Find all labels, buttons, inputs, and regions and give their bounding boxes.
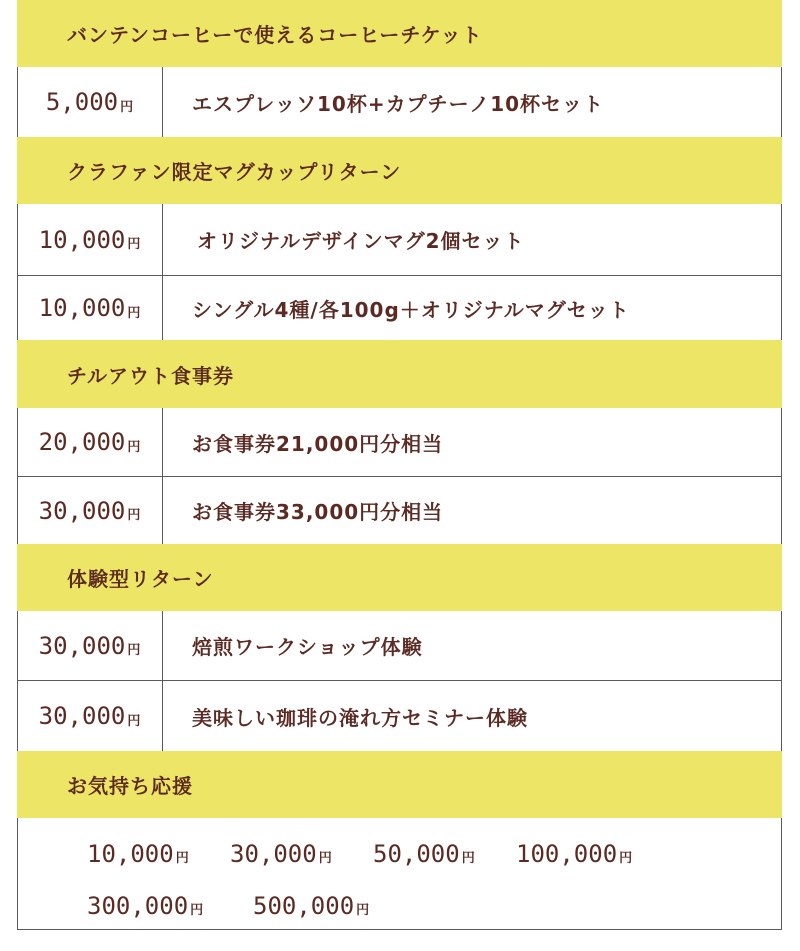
price-cell [17,408,163,476]
description-cell: オリジナルデザインマグ2個セット [197,229,525,253]
support-amount [230,840,332,868]
yen-unit: 円 [175,851,189,866]
section-title: クラファン限定マグカップリターン [67,160,402,184]
section-header-meal-voucher [17,340,782,408]
yen-unit: 円 [127,643,141,658]
description-cell: 美味しい珈琲の淹れ方セミナー体験 [192,705,528,730]
amount-value: 30,000 [230,840,317,868]
price-cell [17,477,163,544]
price-value: 30,000 [38,702,126,730]
table-row [17,204,782,276]
price-cell [17,67,163,137]
section-header-coffee-ticket [17,0,782,67]
description-cell: お食事券33,000円分相当 [192,500,444,524]
support-amount [87,840,189,868]
support-amounts [17,818,782,930]
amount-value: 500,000 [253,892,355,920]
yen-unit: 円 [356,903,370,918]
amount-value: 100,000 [516,840,618,868]
support-amount [516,840,632,868]
description-cell: エスプレッソ10杯+カプチーノ10杯セット [192,91,605,116]
yen-unit: 円 [120,99,134,115]
section-header-support [17,751,782,818]
yen-unit: 円 [127,713,141,729]
section-title: 体験型リターン [67,567,214,591]
amount-value: 50,000 [373,840,460,868]
section-title: バンテンコーヒーで使えるコーヒーチケット [67,23,483,47]
price-value: 30,000 [38,496,126,525]
price-value: 30,000 [38,631,126,660]
section-title: お気持ち応援 [67,774,193,798]
yen-unit: 円 [190,903,204,918]
yen-unit: 円 [318,851,332,866]
description-cell: お食事券21,000円分相当 [192,431,444,456]
price-value: 10,000 [38,225,126,254]
section-title: チルアウト食事券 [67,363,234,388]
section-header-experience-return [17,544,782,611]
yen-unit: 円 [619,851,633,866]
price-value: 5,000 [45,88,119,116]
yen-unit: 円 [461,851,475,866]
table-row [17,477,782,544]
support-amount [87,892,203,920]
table-row [17,408,782,477]
yen-unit: 円 [127,508,141,523]
price-value: 20,000 [38,428,126,456]
support-amount [253,892,369,920]
section-header-mug-return [17,137,782,204]
support-amount [373,840,475,868]
table-row [17,276,782,340]
table-row [17,67,782,137]
yen-unit: 円 [127,237,141,252]
table-row [17,611,782,681]
yen-unit: 円 [127,305,141,321]
price-cell [17,276,163,340]
description-cell: シングル4種/各100g＋オリジナルマグセット [192,297,630,322]
price-cell [17,611,163,680]
yen-unit: 円 [127,439,141,455]
price-cell [17,204,163,275]
table-row [17,681,782,751]
amount-value: 10,000 [87,840,174,868]
description-cell: 焙煎ワークショップ体験 [192,635,423,659]
amount-value: 300,000 [87,892,189,920]
price-cell [17,681,163,751]
price-value: 10,000 [38,294,126,322]
